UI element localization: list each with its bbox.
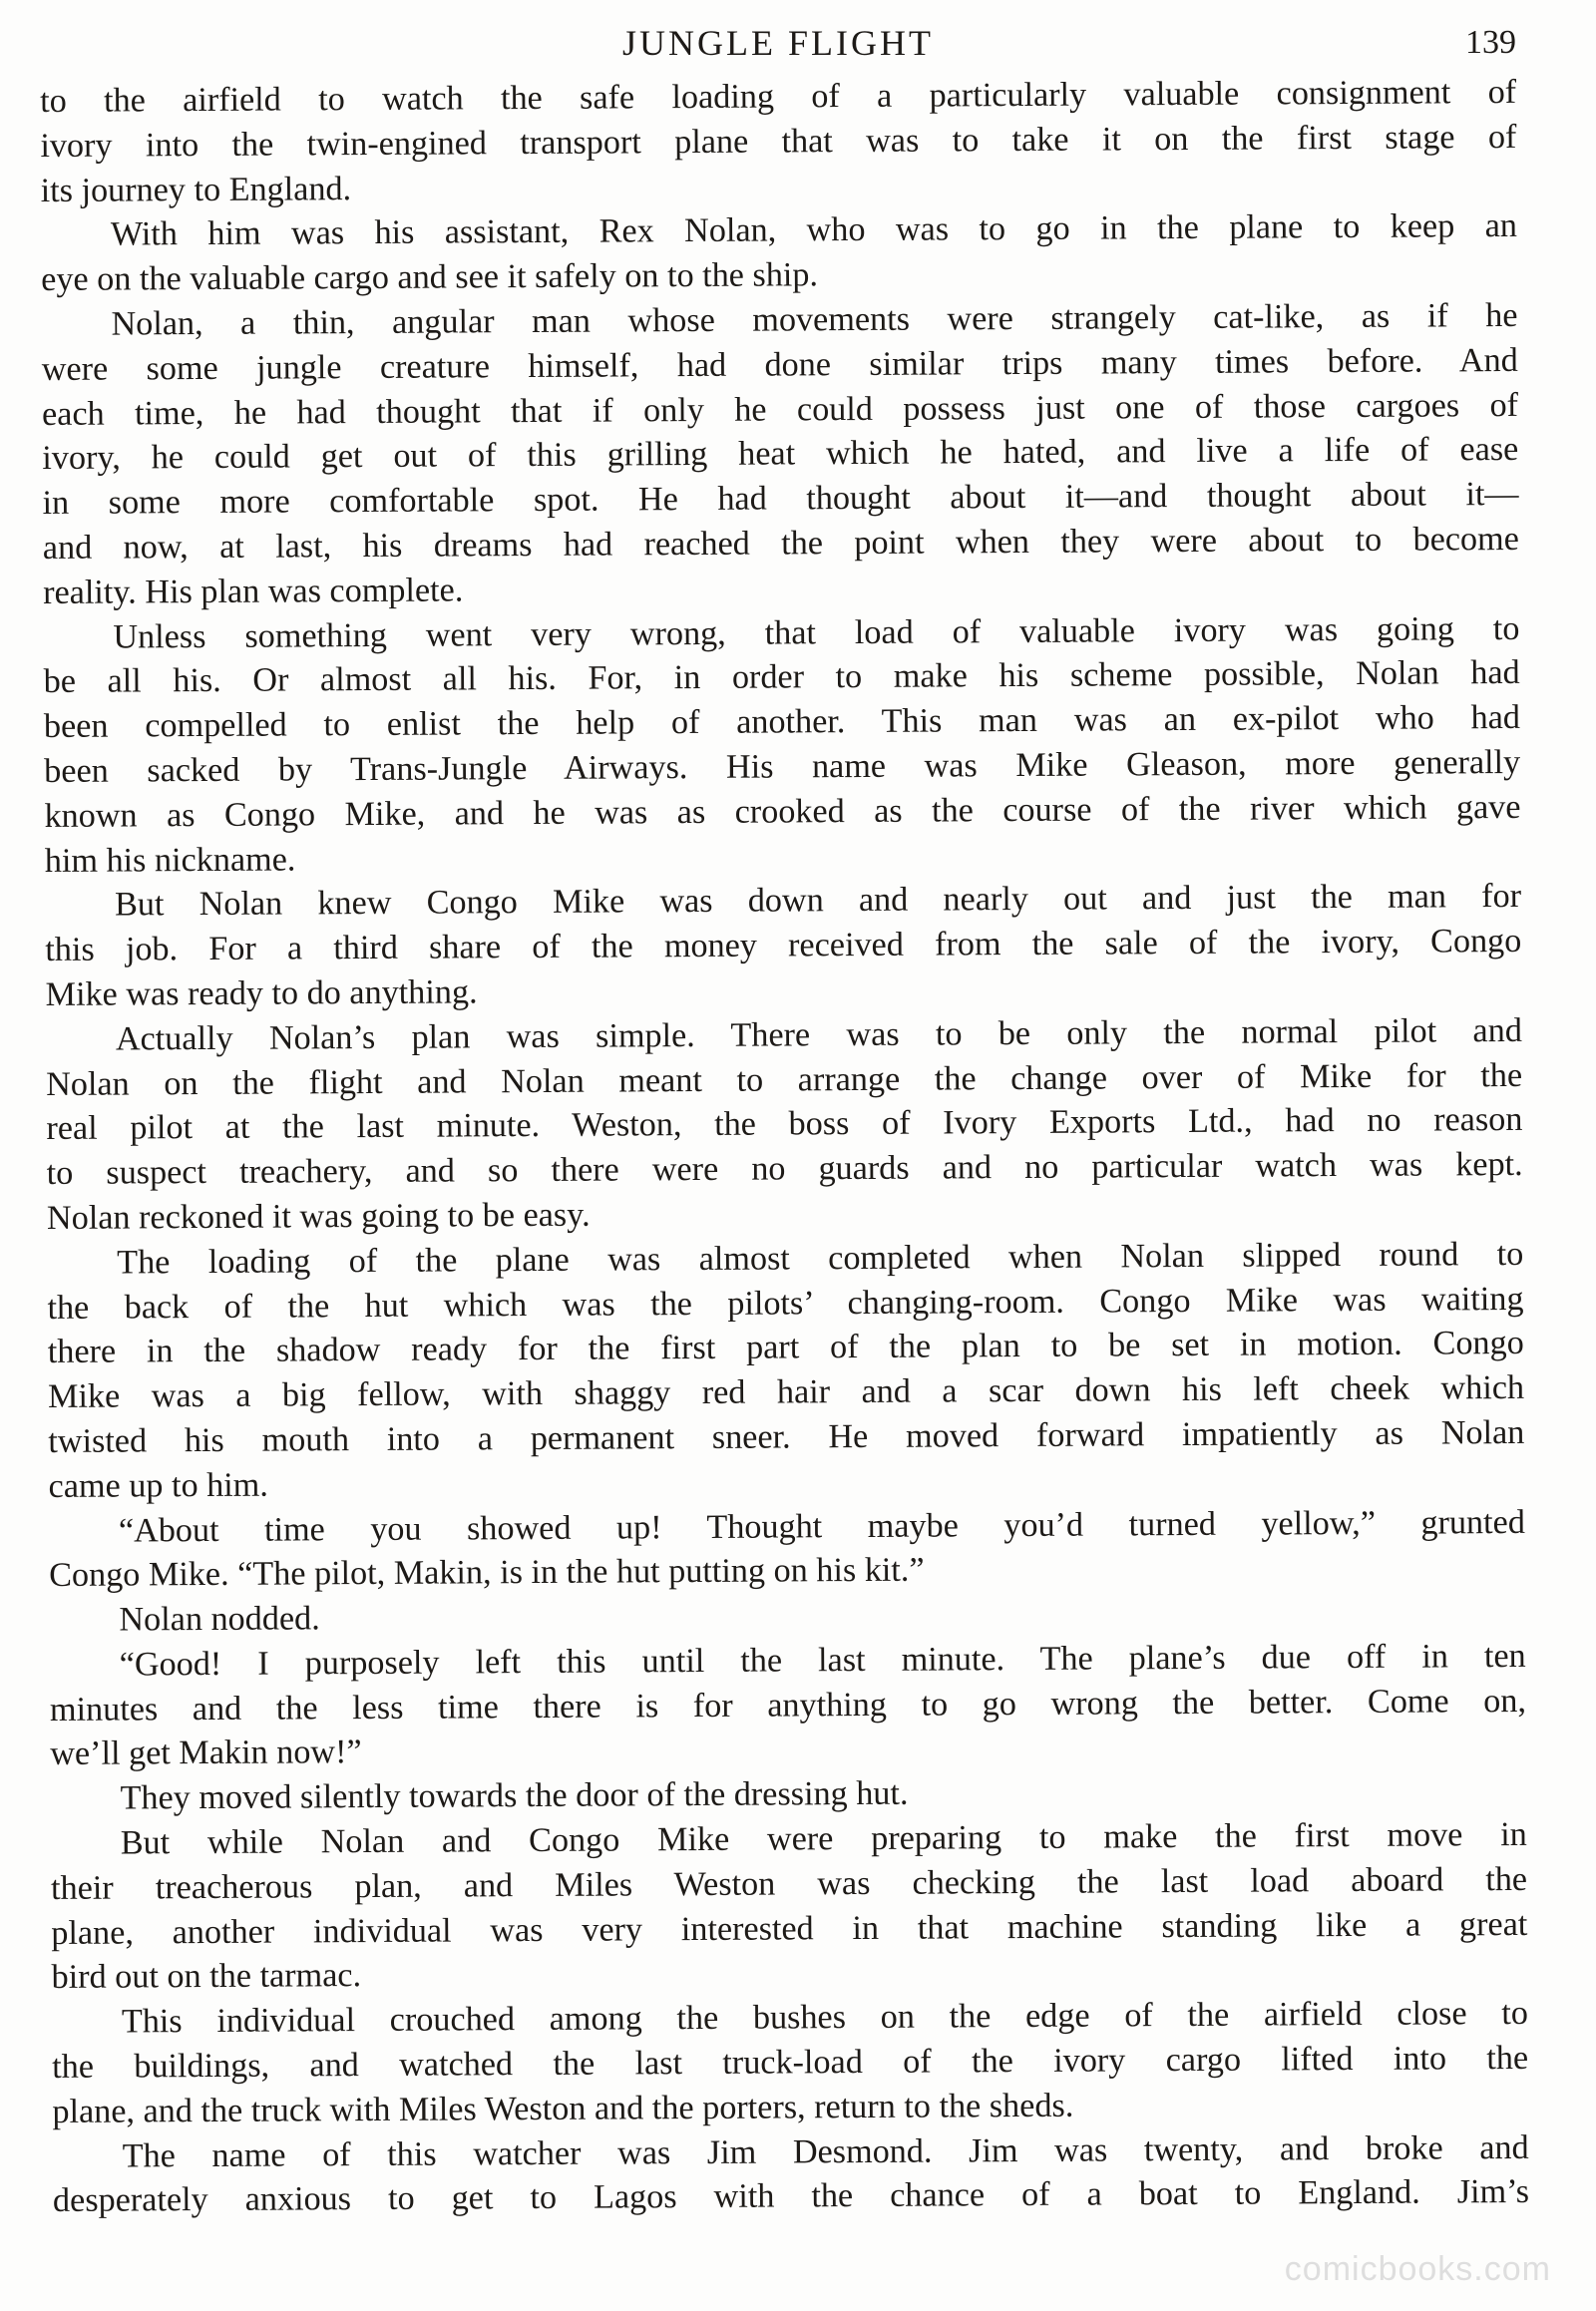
text-line: their treacherous plan, and Miles Weston was checking the last load aboard the [50, 1860, 1528, 1907]
text-line: ivory into the twin-engined transport plane that was to take it on the first stage of [40, 118, 1517, 165]
text-line: known as Congo Mike, and he was as crooked as the course of the river which gave [44, 788, 1521, 835]
text-line: its journey to England. [40, 170, 352, 209]
text-line: to suspect treachery, and so there were no guards and no particular watch was kept. [46, 1146, 1523, 1193]
page-number: 139 [1465, 24, 1516, 61]
text-line: in some more comfortable spot. He had thought about it—and thought about it— [42, 476, 1519, 523]
text-line: But while Nolan and Congo Mike were preparing to make the first move in [120, 1816, 1527, 1862]
text-line: Congo Mike. “The pilot, Makin, is in the hut putting on his kit.” [49, 1551, 925, 1595]
text-line: Mike was a big fellow, with shaggy red hair and a scar down his left cheek which [47, 1369, 1525, 1416]
text-line: The loading of the plane was almost completed when Nolan slipped round to [117, 1235, 1524, 1282]
text-line: this job. For a third share of the money received from the sale of the ivory, Congo [45, 923, 1522, 969]
text-line: The name of this watcher was Jim Desmond. Jim was twenty, and broke and [122, 2128, 1529, 2175]
text-line: real pilot at the last minute. Weston, the boss of Ivory Exports Ltd., had no reason [46, 1101, 1523, 1148]
running-title: JUNGLE FLIGHT [622, 23, 934, 63]
text-line: plane, another individual was very interested in that machine standing like a great [51, 1905, 1528, 1952]
text-line: Nolan nodded. [119, 1600, 320, 1639]
watermark: comicbooks.com [1284, 2250, 1551, 2288]
text-line: the buildings, and watched the last truck-load of the ivory cargo lifted into the [52, 2039, 1529, 2087]
text-line: each time, he had thought that if only he could possess just one of those cargoes of [41, 386, 1519, 433]
text-line: eye on the valuable cargo and see it safely on to the ship. [41, 256, 819, 299]
text-line: to the airfield to watch the safe loading of a particularly valuable consignment of [40, 73, 1517, 120]
body-text [40, 71, 1529, 2224]
text-line: This individual crouched among the bushes on the edge of the airfield close to [121, 1995, 1528, 2041]
text-line: With him was his assistant, Rex Nolan, who was to go in the plane to keep an [110, 207, 1518, 253]
text-line: Actually Nolan’s plan was simple. There was to be only the normal pilot and [115, 1011, 1522, 1058]
text-line: ivory, he could get out of this grilling heat which he hated, and live a life of ease [42, 431, 1519, 478]
text-line: been compelled to enlist the help of another. This man was an ex-pilot who had [43, 699, 1521, 746]
text-line: bird out on the tarmac. [51, 1957, 362, 1997]
text-line: the back of the hut which was the pilots’ changing-room. Congo Mike was waiting [47, 1280, 1524, 1327]
text-line: “Good! I purposely left this until the last minute. The plane’s due off in ten [119, 1637, 1526, 1684]
text-line: there in the shadow ready for the first part of the plan to be set in motion. Congo [47, 1325, 1524, 1371]
text-line: Nolan, a thin, angular man whose movements were strangely cat-like, as if he [111, 296, 1518, 343]
text-line: been sacked by Trans-Jungle Airways. His name was Mike Gleason, more generally [44, 743, 1521, 790]
text-line: him his nickname. [44, 840, 296, 880]
text-line: Nolan reckoned it was going to be easy. [46, 1196, 591, 1237]
text-line: we’ll get Makin now!” [50, 1733, 362, 1773]
text-line: twisted his mouth into a permanent sneer. He moved forward impatiently as Nolan [48, 1413, 1525, 1460]
text-line: minutes and the less time there is for anything to go wrong the better. Come on, [49, 1682, 1527, 1729]
text-line: plane, and the truck with Miles Weston and the porters, return to the sheds. [52, 2087, 1074, 2130]
text-line: But Nolan knew Congo Mike was down and nearly out and just the man for [114, 878, 1522, 924]
text-line: They moved silently towards the door of the dressing hut. [120, 1774, 909, 1817]
text-line: Mike was ready to do anything. [45, 973, 478, 1013]
text-line: be all his. Or almost all his. For, in order to make his scheme possible, Nolan had [43, 654, 1520, 701]
text-line: Nolan on the flight and Nolan meant to arrange the change over of Mike for the [46, 1056, 1523, 1103]
text-line: came up to him. [48, 1466, 269, 1505]
text-line: Unless something went very wrong, that load of valuable ivory was going to [113, 609, 1520, 656]
page-header [40, 18, 1516, 68]
text-line: “About time you showed up! Thought maybe you’d turned yellow,” grunted [118, 1503, 1525, 1550]
text-line: desperately anxious to get to Lagos with the chance of a boat to England. Jim’s [52, 2173, 1530, 2220]
text-line: and now, at last, his dreams had reached the point when they were about to become [42, 520, 1519, 567]
text-line: reality. His plan was complete. [43, 572, 464, 611]
text-line: were some jungle creature himself, had done similar trips many times before. And [41, 341, 1518, 388]
